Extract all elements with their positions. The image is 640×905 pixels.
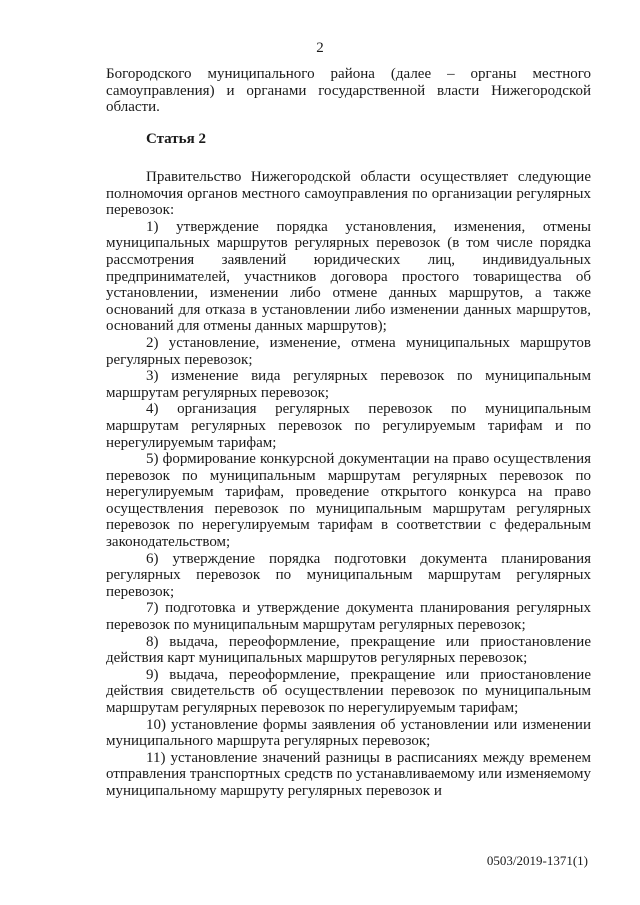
intro-paragraph: Богородского муниципального района (далее – органы местного самоуправления) и органами государственной власти Нижегородской области. (106, 66, 591, 116)
article-heading: Статья 2 (146, 131, 206, 147)
paragraph-item-5: 5) формирование конкурсной документации на право осуществления перевозок по муниципальным маршрутам регулярных перевозок по нерегулируемым тарифам, проведение открытого конкурса на право осуществления перевозок по муниципальным маршрутам регулярных перевозок по нерегулируемым тарифам в соответствии с федеральным законодательством; (106, 451, 591, 551)
paragraph-item-2: 2) установление, изменение, отмена муниципальных маршрутов регулярных перевозок; (106, 334, 591, 368)
paragraph-item-9: 9) выдача, переоформление, прекращение или приостановление действия свидетельств об осуществлении перевозок по муниципальным маршрутам регулярных перевозок по нерегулируемым тарифам; (106, 666, 591, 716)
paragraph-item-4: 4) организация регулярных перевозок по муниципальным маршрутам регулярных перевозок по регулируемым тарифам и по нерегулируемым тарифам; (106, 401, 591, 451)
paragraph-item-8: 8) выдача, переоформление, прекращение или приостановление действия карт муниципальных маршрутов регулярных перевозок; (106, 633, 591, 667)
paragraph-preamble: Правительство Нижегородской области осуществляет следующие полномочия органов местного самоуправления по организации регулярных перевозок: (106, 169, 591, 219)
paragraph-item-10: 10) установление формы заявления об установлении или изменении муниципального маршрута регулярных перевозок; (106, 716, 591, 750)
paragraph-item-3: 3) изменение вида регулярных перевозок по муниципальным маршрутам регулярных перевозок; (106, 368, 591, 401)
intro-text-block (106, 66, 591, 116)
page-number: 2 (316, 40, 324, 56)
paragraph-item-7: 7) подготовка и утверждение документа планирования регулярных перевозок по муниципальным маршрутам регулярных перевозок; (106, 600, 591, 634)
article-body (106, 169, 591, 800)
document-code: 0503/2019-1371(1) (486, 853, 588, 868)
paragraph-item-11: 11) установление значений разницы в расписаниях между временем отправления транспортных средств по устанавливаемому или изменяемому муниципальному маршруту регулярных перевозок и (106, 749, 591, 799)
paragraph-item-6: 6) утверждение порядка подготовки документа планирования регулярных перевозок по муниципальным маршрутам регулярных перевозок; (106, 550, 591, 600)
paragraph-item-1: 1) утверждение порядка установления, изменения, отмены муниципальных маршрутов регулярных перевозок (в том числе порядка рассмотрения заявлений юридических лиц, индивидуальных предпринимателей, участников договора простого товарищества об установлении, изменении либо отмене данных маршрутов, а также оснований для отказа в установлении либо изменении данных маршрутов, оснований для отмены данных маршрутов); (106, 218, 591, 335)
